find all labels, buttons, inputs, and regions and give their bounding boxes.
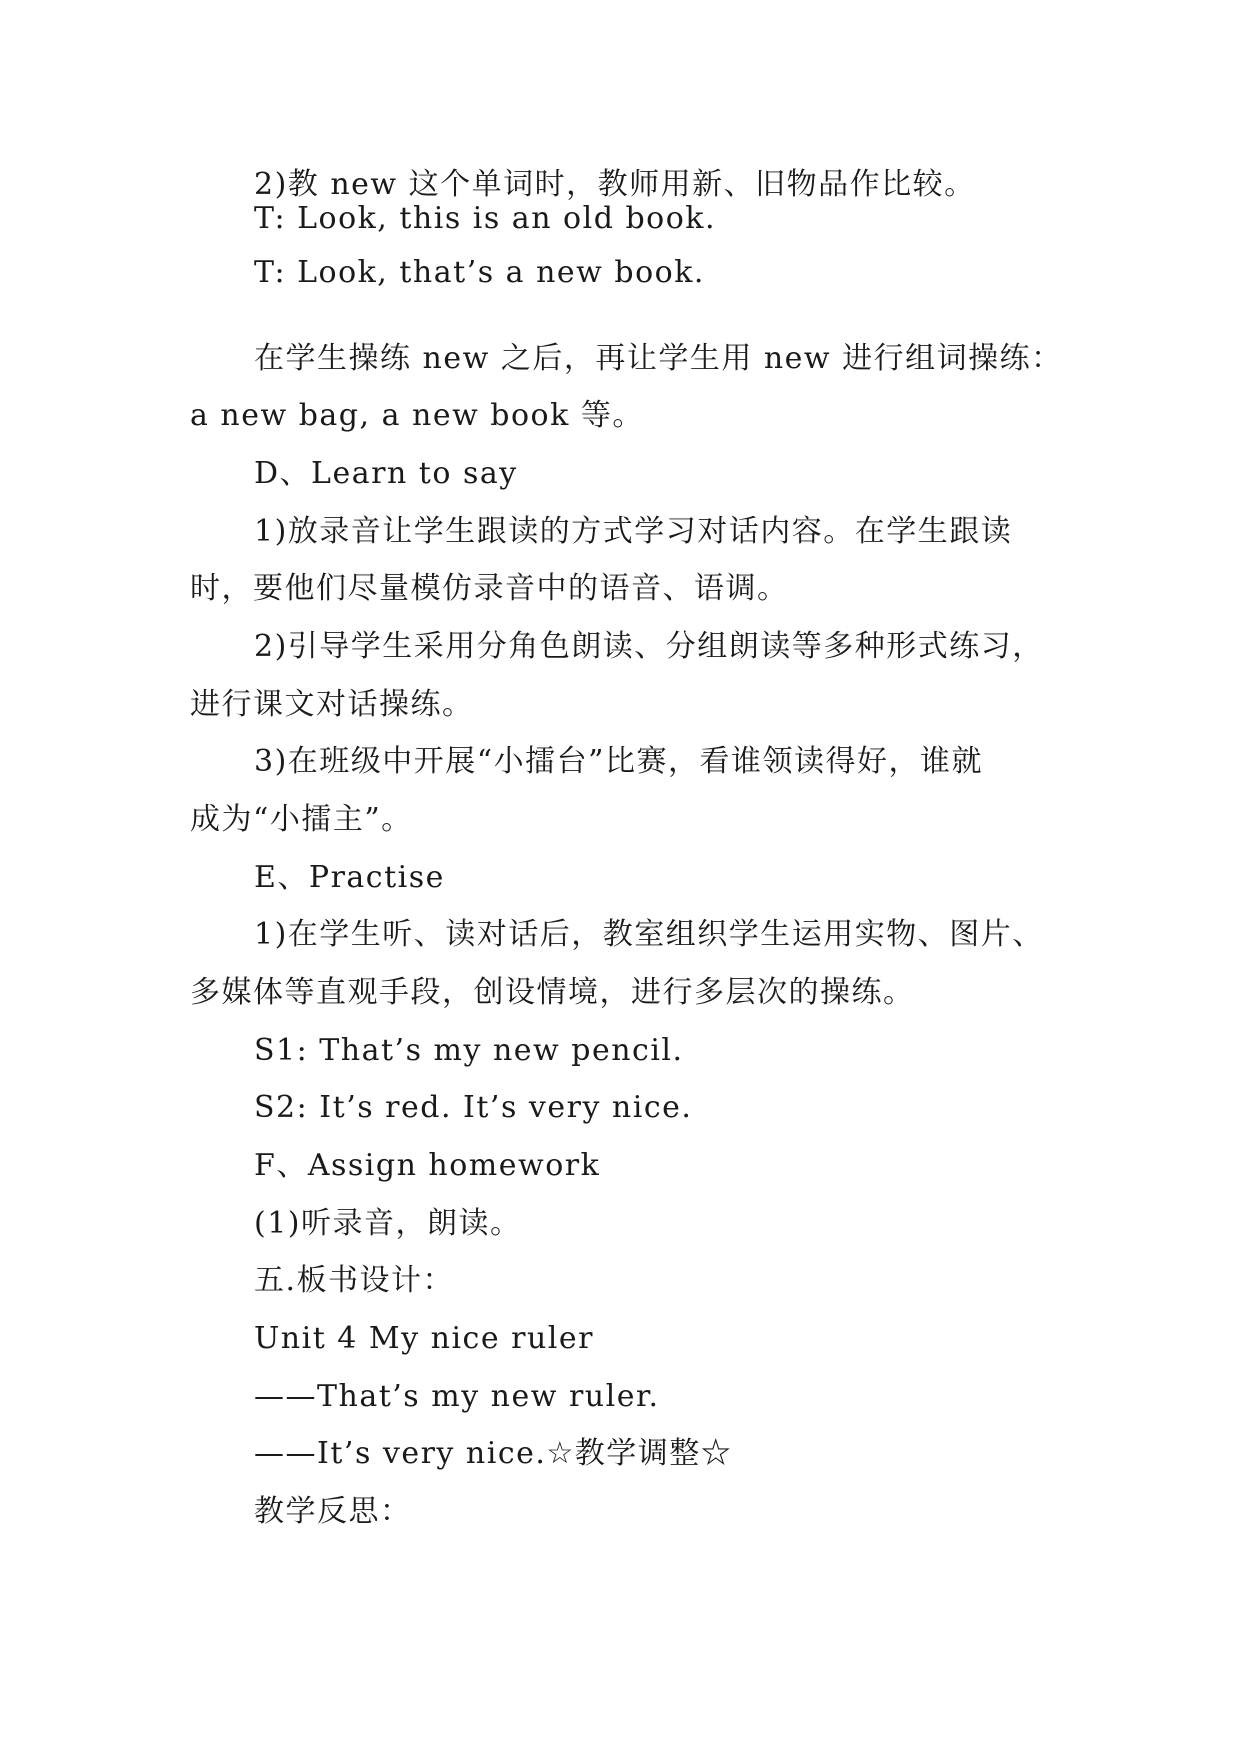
text-line: 成为“小擂主”。 (190, 802, 413, 837)
section-heading: 五.板书设计： (254, 1263, 455, 1298)
text-line: (1)听录音，朗读。 (254, 1206, 522, 1241)
text-line: 时，要他们尽量模仿录音中的语音、语调。 (190, 571, 789, 606)
text-line: ——That’s my new ruler. (254, 1379, 660, 1414)
text-line: 2)教 new 这个单词时，教师用新、旧物品作比较。 (254, 167, 976, 202)
text-line: 3)在班级中开展“小擂台”比赛，看谁领读得好，谁就 (254, 744, 983, 779)
text-line: T: Look, that’s a new book. (254, 255, 705, 290)
text-line: 多媒体等直观手段，创设情境，进行多层次的操练。 (190, 975, 915, 1010)
text-line: 在学生操练 new 之后，再让学生用 new 进行组词操练： (254, 341, 1063, 376)
text-line: ——It’s very nice.☆教学调整☆ (254, 1436, 733, 1471)
text-line: S2: It’s red. It’s very nice. (254, 1090, 693, 1125)
text-line: 进行课文对话操练。 (190, 687, 474, 722)
section-heading: F、Assign homework (254, 1148, 601, 1183)
section-heading: E、Practise (254, 860, 445, 895)
text-line: 1)在学生听、读对话后，教室组织学生运用实物、图片、 (254, 917, 1044, 952)
text-line: a new bag, a new book 等。 (190, 398, 644, 433)
text-line: S1: That’s my new pencil. (254, 1033, 684, 1068)
text-line: 1)放录音让学生跟读的方式学习对话内容。在学生跟读 (254, 514, 1013, 549)
text-line: 2)引导学生采用分角色朗读、分组朗读等多种形式练习， (254, 629, 1044, 664)
text-line: T: Look, this is an old book. (254, 201, 716, 236)
section-heading: 教学反思： (254, 1494, 412, 1529)
section-heading: D、Learn to say (254, 456, 518, 491)
text-line: Unit 4 My nice ruler (254, 1321, 594, 1356)
